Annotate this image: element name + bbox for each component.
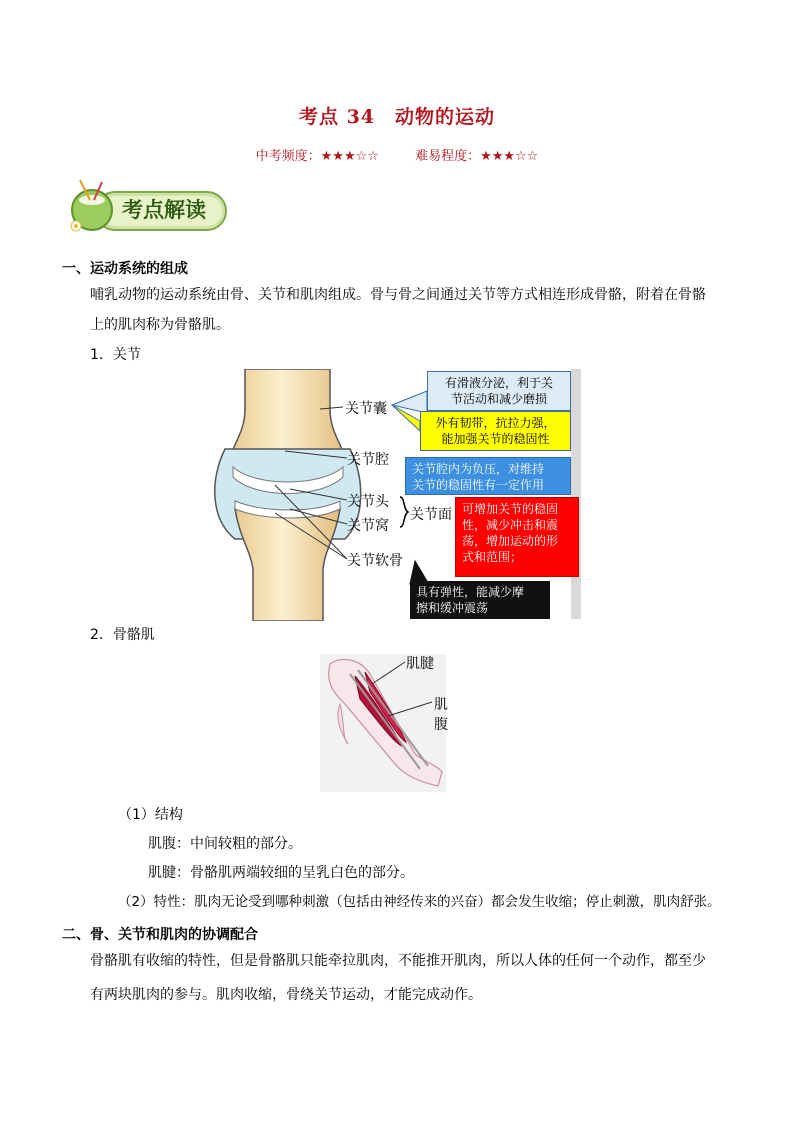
callout-capsule-outer bbox=[420, 411, 571, 451]
rating-line bbox=[0, 145, 794, 164]
badge-text: 考点解读 bbox=[122, 197, 206, 222]
label-socket: 关节窝 bbox=[347, 518, 389, 534]
label-cavity: 关节腔 bbox=[347, 452, 389, 468]
callout-cartilage bbox=[410, 581, 550, 619]
callout-line: 可增加关节的稳固 bbox=[462, 502, 559, 516]
callout-line: 性，减少冲击和震 bbox=[462, 518, 559, 532]
belly-definition: 肌腹：中间较粗的部分。 bbox=[148, 836, 302, 852]
section2-line2: 有两块肌肉的参与。肌肉收缩，骨绕关节运动，才能完成动作。 bbox=[90, 987, 482, 1003]
callout-line: 式和范围； bbox=[462, 550, 523, 564]
label-surface: 关节面 bbox=[410, 507, 452, 523]
section-heading-1: 一、运动系统的组成 bbox=[62, 261, 188, 277]
page-title: 考点 34 动物的运动 bbox=[298, 106, 496, 128]
section-heading-2: 二、骨、关节和肌肉的协调配合 bbox=[62, 927, 258, 943]
label-cartilage: 关节软骨 bbox=[347, 553, 403, 569]
callout-line: 外有韧带，抗拉力强， bbox=[435, 416, 556, 430]
label-belly: 肌腹 bbox=[434, 697, 448, 733]
section1-line1: 哺乳动物的运动系统由骨、关节和肌肉组成。骨与骨之间通过关节等方式相连形成骨骼，附着在骨骼 bbox=[90, 287, 706, 303]
subheading-joint: 1．关节 bbox=[90, 347, 141, 363]
callout-cavity bbox=[405, 457, 571, 495]
callout-line: 擦和缓冲震荡 bbox=[416, 601, 489, 615]
callout-line: 具有弹性，能减少摩 bbox=[416, 585, 525, 599]
callout-line: 有滑液分泌，利于关 bbox=[444, 376, 553, 390]
property-line: （2）特性：肌肉无论受到哪种刺激（包括由神经传来的兴奋）都会发生收缩；停止刺激，肌肉舒张。 bbox=[118, 894, 721, 910]
structure-heading: （1）结构 bbox=[118, 807, 183, 823]
subheading-muscle: 2．骨骼肌 bbox=[90, 627, 155, 643]
section2-line1: 骨骼肌有收缩的特性，但是骨骼肌只能牵拉肌肉，不能推开肌肉，所以人体的任何一个动作，都至少 bbox=[90, 953, 706, 969]
callout-line: 节活动和减少磨损 bbox=[450, 392, 547, 406]
callout-line: 能加强关节的稳固性 bbox=[441, 432, 550, 446]
callout-capsule-inner bbox=[427, 371, 571, 411]
section-badge bbox=[66, 178, 236, 238]
callout-line: 关节腔内为负压，对维持 bbox=[412, 462, 545, 476]
difficulty-rating: 难易程度：★★★☆☆ bbox=[415, 149, 539, 164]
label-tendon: 肌腱 bbox=[406, 656, 434, 672]
callout-surface bbox=[455, 497, 579, 577]
label-capsule: 关节囊 bbox=[345, 401, 387, 417]
tendon-definition: 肌腱：骨骼肌两端较细的呈乳白色的部分。 bbox=[148, 865, 414, 881]
frequency-rating: 中考频度：★★★☆☆ bbox=[255, 149, 379, 164]
joint-diagram bbox=[205, 369, 585, 621]
section1-line2: 上的肌肉称为骨骼肌。 bbox=[90, 317, 230, 333]
label-head: 关节头 bbox=[347, 494, 389, 510]
callout-line: 关节的稳固性有一定作用 bbox=[412, 478, 545, 492]
arm-illustration bbox=[320, 654, 446, 792]
muscle-diagram bbox=[320, 654, 446, 792]
callout-line: 荡，增加运动的形 bbox=[462, 534, 559, 548]
